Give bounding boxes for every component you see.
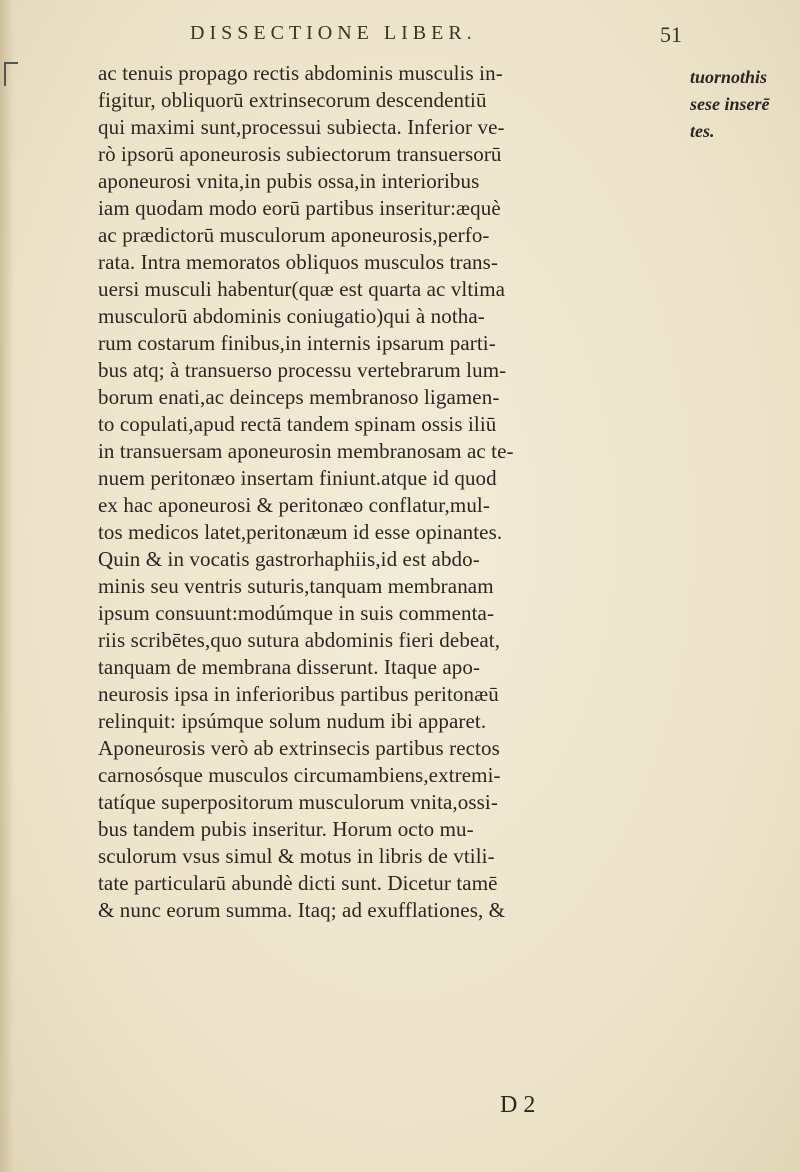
signature-mark: D 2 xyxy=(500,1092,536,1118)
margin-note xyxy=(690,64,800,145)
text-line: riis scribētes,quo sutura abdominis fieri debeat, xyxy=(98,628,501,652)
text-line: in transuersam aponeurosin membranosam ac te- xyxy=(98,439,514,463)
text-line: ipsum consuunt:modúmque in suis commenta- xyxy=(98,601,495,625)
margin-note-line: tuornothis xyxy=(690,67,768,87)
text-line: neurosis ipsa in inferioribus partibus peritonæū xyxy=(98,682,499,706)
text-line: rata. Intra memoratos obliquos musculos trans- xyxy=(98,250,499,274)
text-line: Quin & in vocatis gastrorhaphiis,id est abdo- xyxy=(98,547,480,571)
body-text xyxy=(98,60,688,924)
text-line: carnosósque musculos circumambiens,extremi- xyxy=(98,763,501,787)
page-number: 51 xyxy=(660,22,682,47)
binding-shadow xyxy=(0,0,14,1172)
text-line: relinquit: ipsúmque solum nudum ibi apparet. xyxy=(98,709,487,733)
text-line: tate particularū abundè dicti sunt. Dicetur tamē xyxy=(98,871,498,895)
text-line: bus tandem pubis inseritur. Horum octo mu- xyxy=(98,817,474,841)
text-line: rò ipsorū aponeurosis subiectorum transuersorū xyxy=(98,142,502,166)
edge-mark xyxy=(4,62,18,86)
margin-note-line: tes. xyxy=(690,121,715,141)
text-line: tos medicos latet,peritonæum id esse opinantes. xyxy=(98,520,503,544)
running-title: DISSECTIONE LIBER. xyxy=(190,22,477,44)
text-line: & nunc eorum summa. Itaq; ad exufflationes, & xyxy=(98,898,506,922)
text-line: tanquam de membrana disserunt. Itaque apo- xyxy=(98,655,481,679)
text-line: uersi musculi habentur(quæ est quarta ac vltima xyxy=(98,277,506,301)
text-line: bus atq; à transuerso processu vertebrarum lum- xyxy=(98,358,507,382)
text-line: ac tenuis propago rectis abdominis musculis in- xyxy=(98,61,503,85)
text-line: figitur, obliquorū extrinsecorum descendentiū xyxy=(98,88,487,112)
text-line: to copulati,apud rectā tandem spinam ossis iliū xyxy=(98,412,497,436)
text-line: minis seu ventris suturis,tanquam membranam xyxy=(98,574,494,598)
text-line: borum enati,ac deinceps membranoso ligamen- xyxy=(98,385,500,409)
text-line: nuem peritonæo insertam finiunt.atque id quod xyxy=(98,466,497,490)
text-line: musculorū abdominis coniugatio)qui à notha- xyxy=(98,304,485,328)
text-line: qui maximi sunt,processui subiecta. Inferior ve- xyxy=(98,115,505,139)
text-line: tatíque superpositorum musculorum vnita,ossi- xyxy=(98,790,498,814)
text-line: rum costarum finibus,in internis ipsarum parti- xyxy=(98,331,496,355)
text-line: aponeurosi vnita,in pubis ossa,in interioribus xyxy=(98,169,480,193)
text-line: ex hac aponeurosi & peritonæo conflatur,mul- xyxy=(98,493,490,517)
text-line: ac prædictorū musculorum aponeurosis,perfo- xyxy=(98,223,490,247)
text-line: iam quodam modo eorū partibus inseritur:æquè xyxy=(98,196,501,220)
margin-note-line: sese inserē xyxy=(690,94,770,114)
text-line: sculorum vsus simul & motus in libris de vtili- xyxy=(98,844,495,868)
text-line: Aponeurosis verò ab extrinsecis partibus rectos xyxy=(98,736,500,760)
